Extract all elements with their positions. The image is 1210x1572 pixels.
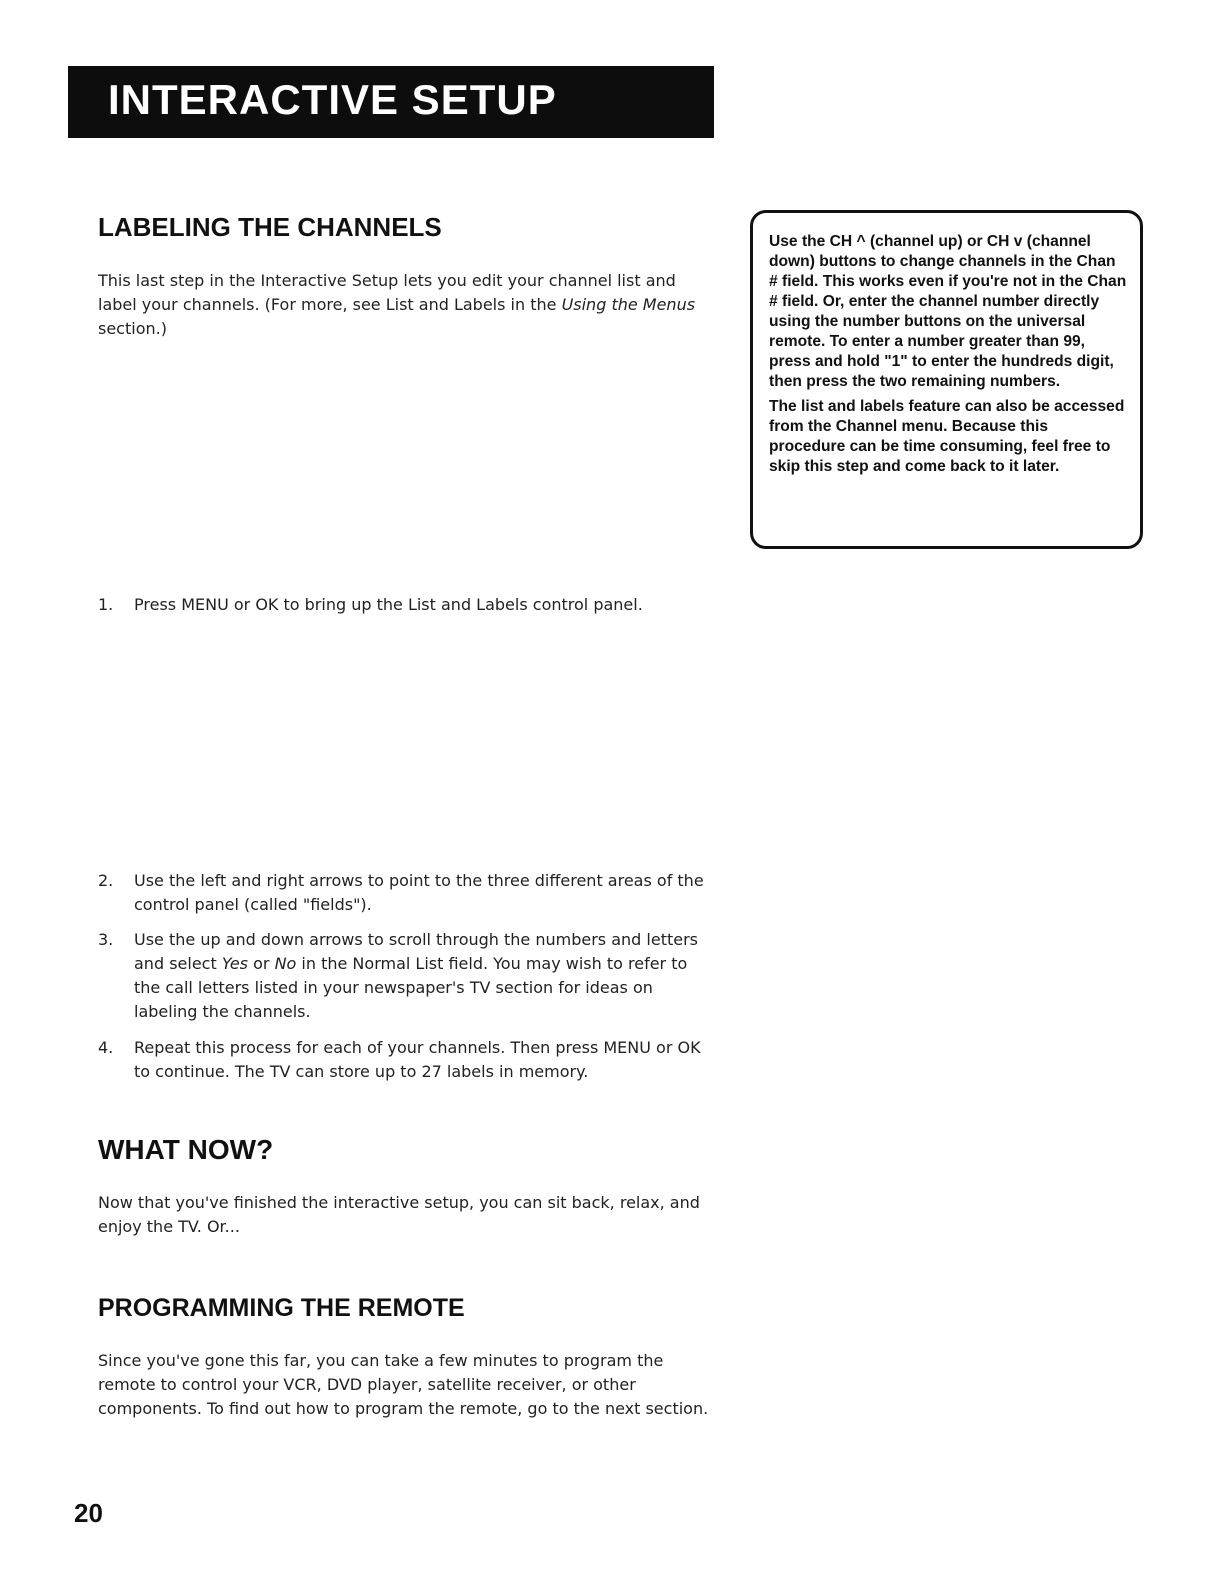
- step-3-text-b: in the Normal List field. You may wish to refer to the call letters listed in your newspaper's TV section for ideas on labeling the channels.: [134, 954, 688, 1021]
- step-text: Use the left and right arrows to point to the three different areas of the control panel (called "fields").: [134, 871, 704, 914]
- step-number: 4.: [98, 1038, 114, 1057]
- what-now-heading: WHAT NOW?: [98, 1134, 274, 1165]
- step-3: [98, 928, 718, 1024]
- labeling-intro: [98, 269, 718, 341]
- section-title: INTERACTIVE SETUP: [108, 76, 557, 123]
- step-number: 2.: [98, 871, 114, 890]
- page-number: 20: [74, 1498, 103, 1528]
- step-number: 1.: [98, 595, 114, 614]
- what-now-text: Now that you've finished the interactive setup, you can sit back, relax, and enjoy the TV. Or...: [98, 1193, 700, 1236]
- tip-paragraph-1: Use the CH ^ (channel up) or CH v (channel down) buttons to change channels in the Chan # field. This works even if you're not in the Chan # field. Or, enter the channel number directly using the number buttons on the universal remote. To enter a number greater than 99, press and hold "1" to enter the hundreds digit, then press the two remaining numbers.: [769, 233, 1127, 390]
- step-number: 3.: [98, 930, 114, 949]
- step-3-or: or: [248, 954, 275, 973]
- no-option: No: [274, 954, 297, 973]
- step-1: [98, 593, 718, 617]
- step-4: [98, 1036, 718, 1084]
- tip-box: [750, 210, 1143, 549]
- step-text: [134, 928, 718, 1024]
- step-text: Press MENU or OK to bring up the List and Labels control panel.: [134, 595, 643, 614]
- step-text: Repeat this process for each of your channels. Then press MENU or OK to continue. The TV can store up to 27 labels in memory.: [134, 1038, 701, 1081]
- yes-option: Yes: [221, 954, 249, 973]
- intro-text-start: This last step in the Interactive Setup lets you edit your channel list and label your channels. (For more, see List and Labels in the: [98, 271, 676, 314]
- tip-paragraph-2: The list and labels feature can also be accessed from the Channel menu. Because this procedure can be time consuming, feel free to skip this step and come back to it later.: [769, 398, 1125, 475]
- labeling-heading: LABELING THE CHANNELS: [98, 212, 442, 242]
- intro-text-end: section.): [98, 319, 167, 338]
- programming-heading: PROGRAMMING THE REMOTE: [98, 1294, 465, 1322]
- step-2: [98, 869, 718, 917]
- step-3-text-a: Use the up and down arrows to scroll through the numbers and letters and select: [134, 930, 698, 973]
- section-banner: [68, 66, 714, 138]
- intro-section-ref: Using the Menus: [561, 295, 696, 314]
- programming-text: Since you've gone this far, you can take a few minutes to program the remote to control your VCR, DVD player, satellite receiver, or other components. To find out how to program the remote, go to the next section.: [98, 1351, 709, 1418]
